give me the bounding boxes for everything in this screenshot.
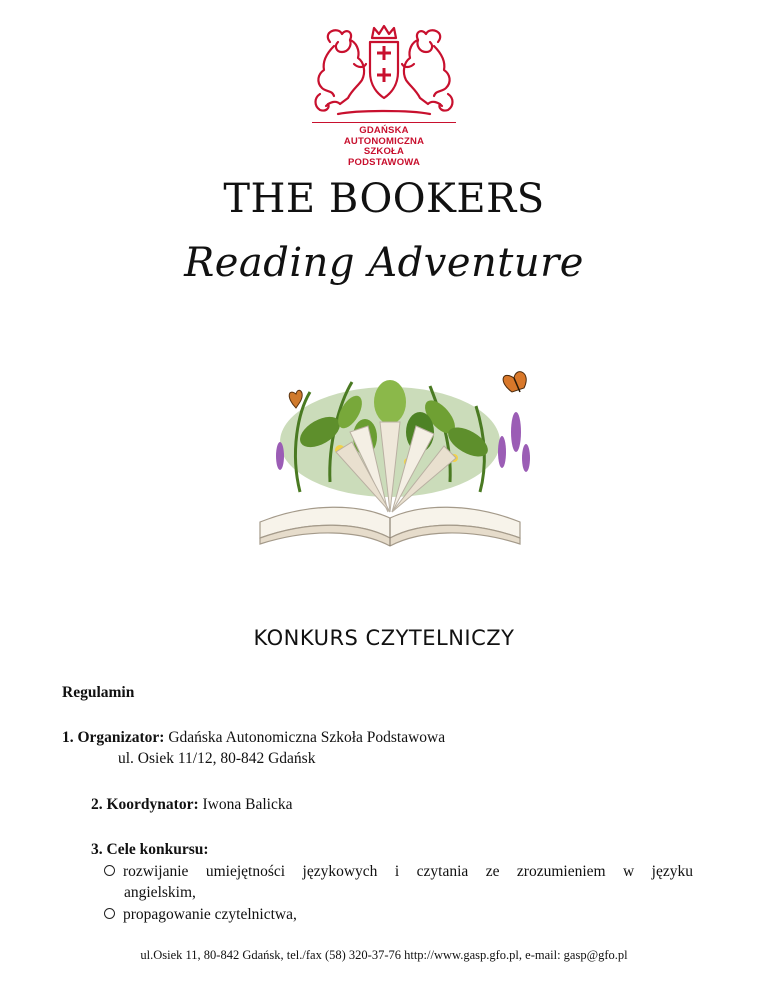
- goal-item-text: propagowanie czytelnictwa,: [123, 906, 297, 923]
- goal-item-text: rozwijanie umiejętności językowych i czytania ze zrozumieniem w języku: [123, 863, 693, 880]
- coordinator-value: Iwona Balicka: [202, 796, 293, 813]
- organizer-value: Gdańska Autonomiczna Szkoła Podstawowa: [168, 729, 446, 746]
- section-organizer: [62, 729, 445, 747]
- coordinator-label: 2. Koordynator:: [91, 796, 199, 813]
- section-coordinator: [91, 796, 292, 814]
- logo-line: SZKOŁA: [363, 146, 405, 157]
- logo-line: AUTONOMICZNA: [343, 135, 425, 147]
- logo-divider: [312, 122, 456, 123]
- coat-of-arms-icon: [308, 24, 460, 120]
- contest-title: KONKURS CZYTELNICZY: [253, 626, 515, 650]
- regulations-heading: Regulamin: [62, 684, 135, 701]
- hollow-circle-bullet-icon: [104, 908, 115, 919]
- organizer-address: ul. Osiek 11/12, 80-842 Gdańsk: [118, 750, 316, 767]
- main-subtitle: Reading Adventure: [184, 240, 584, 286]
- hollow-circle-bullet-icon: [104, 865, 115, 876]
- goal-item: [104, 863, 699, 881]
- page-footer: ul.Osiek 11, 80-842 Gdańsk, tel./fax (58) 320-37-76 http://www.gasp.gfo.pl, e-mail: gasp@gfo.pl: [140, 948, 628, 962]
- logo-school-name: [308, 126, 460, 168]
- organizer-label: 1. Organizator:: [62, 729, 165, 746]
- section-goals-heading: 3. Cele konkursu:: [91, 841, 209, 858]
- book-illustration: [240, 362, 540, 556]
- main-title: THE BOOKERS: [223, 176, 545, 222]
- goal-item: [104, 906, 297, 924]
- school-logo: [308, 24, 460, 168]
- logo-line: PODSTAWOWA: [347, 156, 421, 168]
- open-book-with-flowers-icon: [240, 362, 540, 556]
- logo-line: GDAŃSKA: [359, 125, 409, 136]
- goal-item-continuation: angielskim,: [124, 884, 196, 901]
